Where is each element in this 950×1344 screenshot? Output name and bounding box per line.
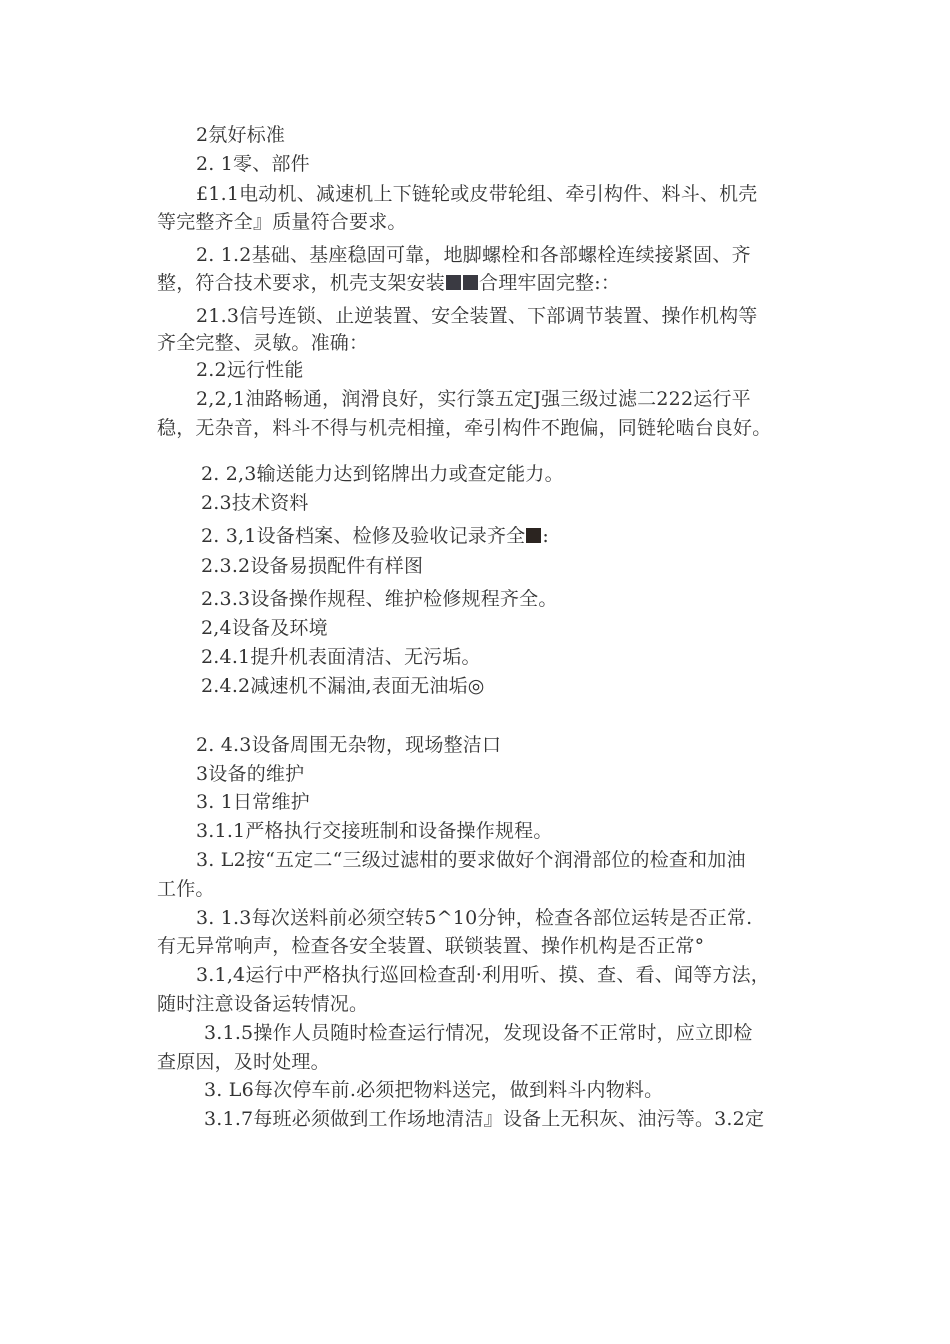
paragraph-line: 3. 1.3每次送料前必须空转5^10分钟，检查各部位运转是否正常.	[196, 907, 753, 929]
paragraph-line: 2.4.2减速机不漏油,表面无油垢◎	[201, 675, 485, 697]
line-text: 2. 3,1设备档案、检修及验收记录齐全	[201, 525, 526, 547]
paragraph-line: 3.1.7每班必须做到工作场地清洁』设备上无积灰、油污等。3.2定	[204, 1108, 765, 1130]
paragraph-line: 2.3.2设备易损配件有样图	[201, 555, 424, 577]
subsection-heading: 2.3技术资料	[201, 492, 309, 514]
section-heading: 2氛好标准	[196, 124, 286, 146]
paragraph-line: 3. L2按“五定二“三级过滤柑的要求做好个润滑部位的检查和加油	[196, 849, 746, 871]
paragraph-line: 2.3.3设备操作规程、维护检修规程齐全。	[201, 588, 558, 610]
subsection-heading: 2,4设备及环境	[201, 617, 328, 639]
line-text: 合理牢固完整:：	[479, 272, 621, 294]
paragraph-line: 等完整齐全』质量符合要求。	[157, 211, 407, 233]
paragraph-line: 2. 1.2基础、基座稳固可靠，地脚螺栓和各部螺栓连续接紧固、齐	[196, 244, 751, 266]
paragraph-line: 3.1.1严格执行交接班制和设备操作规程。	[196, 820, 553, 842]
paragraph-line: 随时注意设备运转情况。	[157, 993, 369, 1015]
paragraph-line: 3.1,4运行中严格执行巡回检查刮·利用听、摸、查、看、闻等方法，	[196, 964, 770, 986]
paragraph-line: 2,2,1油路畅通，润滑良好，实行箓五定J强三级过滤二222运行平	[196, 388, 751, 410]
filled-square-glyph	[526, 528, 541, 543]
paragraph-line: 2. 4.3设备周围无杂物，现场整洁口	[196, 734, 502, 756]
line-text: 整，符合技术要求，机壳支架安装	[157, 272, 446, 294]
paragraph-line: 稳，无杂音，料斗不得与机壳相撞，牵引构件不跑偏，同链轮啮台良好。	[157, 417, 772, 439]
paragraph-line: 2. 2,3输送能力达到铭牌出力或查定能力。	[201, 463, 564, 485]
filled-square-glyph	[463, 275, 478, 290]
subsection-heading: 2. 1零、部件	[196, 153, 310, 175]
paragraph-line	[157, 271, 620, 295]
paragraph-line: 有无异常响声，检查各安全装置、联锁装置、操作机构是否正常°	[157, 935, 705, 957]
subsection-heading: 3. 1日常维护	[196, 791, 310, 813]
subsection-heading: 2.2远行性能	[196, 359, 304, 381]
paragraph-line: £1.1电动机、减速机上下链轮或皮带轮组、牵引构件、料斗、机壳	[196, 183, 758, 205]
paragraph-line: 工作。	[157, 878, 215, 900]
section-heading: 3设备的维护	[196, 763, 305, 785]
paragraph-line	[201, 524, 549, 548]
paragraph-line: 2.4.1提升机表面清洁、无污垢。	[201, 646, 481, 668]
paragraph-line: 3. L6每次停车前.必须把物料送完，做到料斗内物料。	[204, 1079, 664, 1101]
paragraph-line: 齐全完整、灵敏。准确：	[157, 332, 369, 354]
paragraph-line: 3.1.5操作人员随时检查运行情况，发现设备不正常时，应立即检	[204, 1022, 753, 1044]
paragraph-line: 21.3信号连锁、止逆装置、安全装置、下部调节装置、操作机构等	[196, 305, 758, 327]
line-text: :	[542, 525, 549, 547]
filled-square-glyph	[446, 275, 461, 290]
paragraph-line: 查原因，及时处理。	[157, 1051, 330, 1073]
